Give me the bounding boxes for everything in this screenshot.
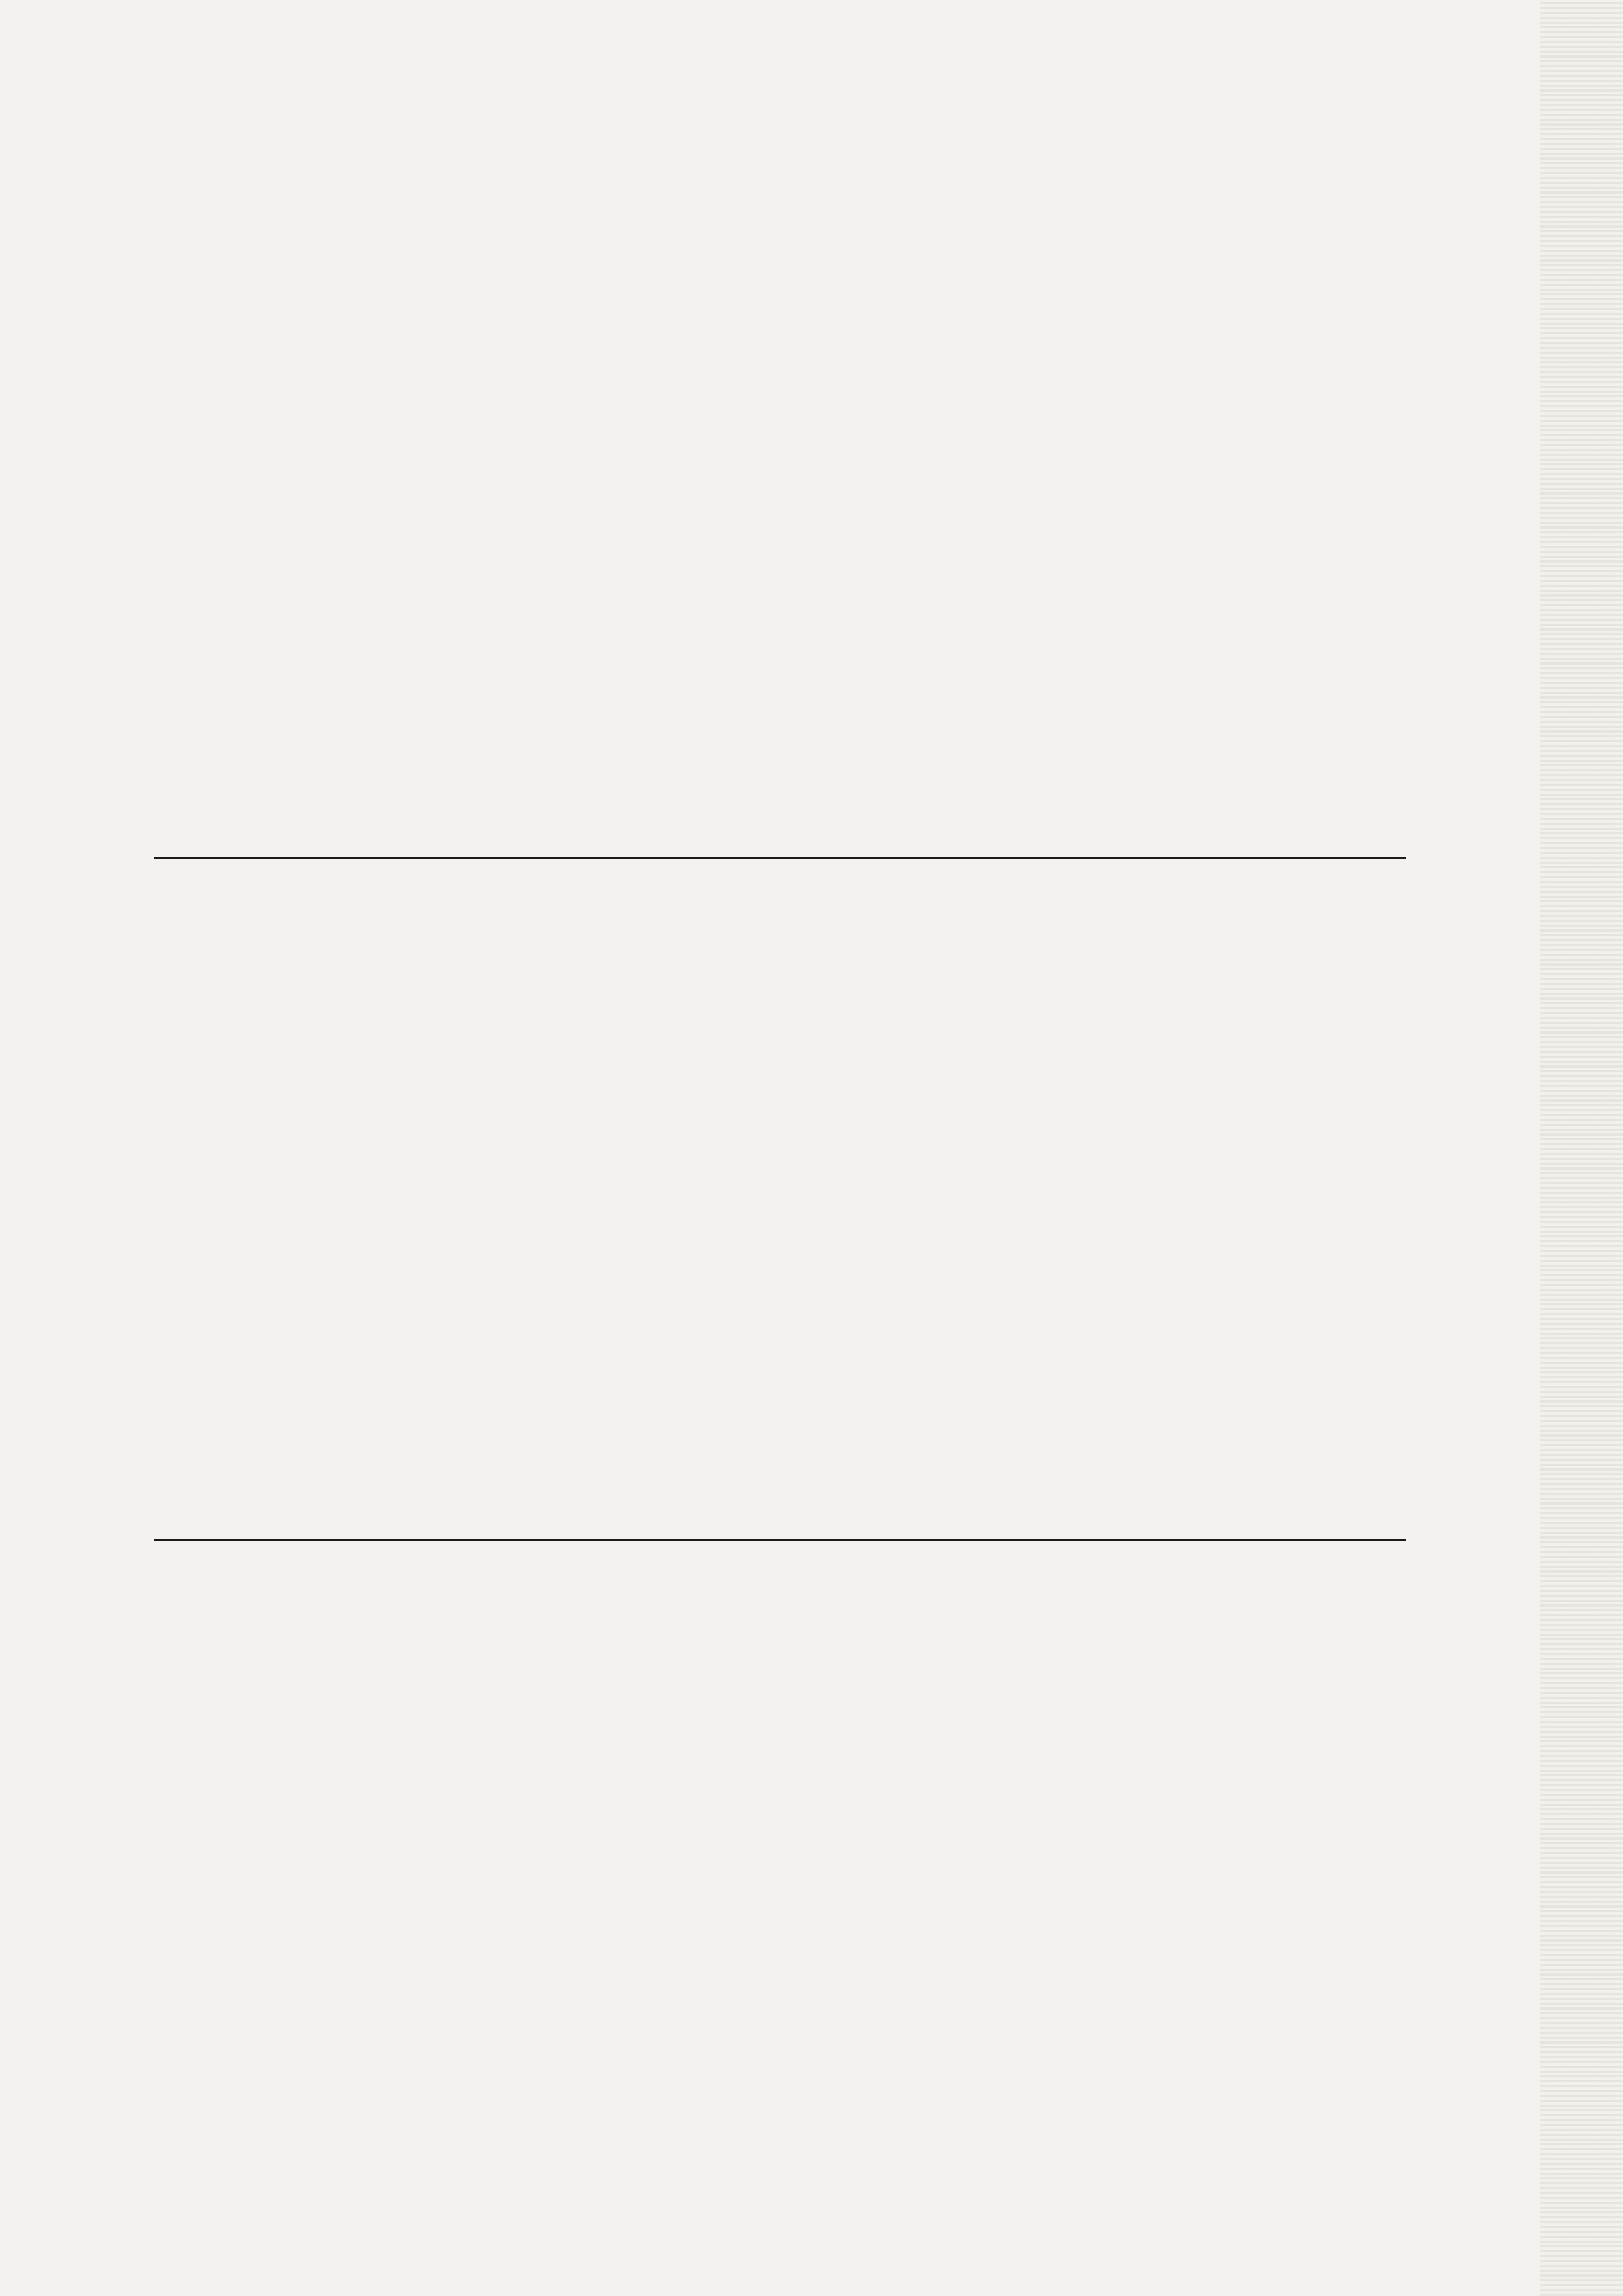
top-section-divider — [154, 857, 1406, 859]
page-edge-shadow — [1540, 0, 1623, 2296]
middle-section-divider — [154, 1539, 1406, 1541]
